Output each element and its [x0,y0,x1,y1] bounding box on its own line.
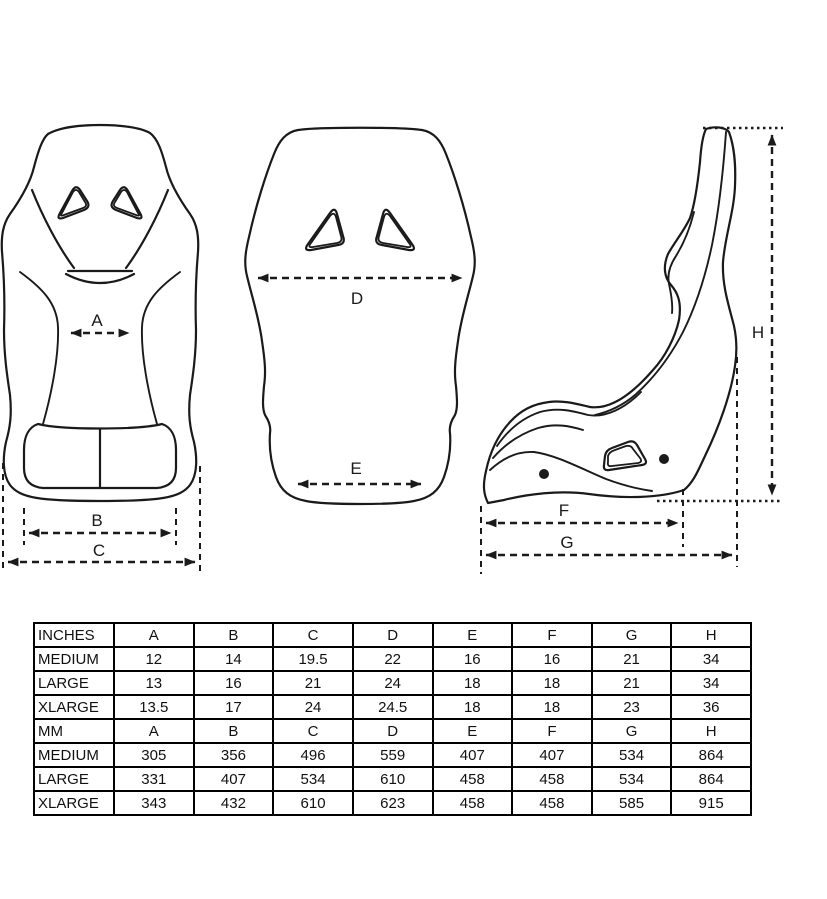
table-cell: 432 [194,791,274,815]
side-seat-outline [484,127,736,503]
table-cell: 458 [512,791,592,815]
table-cell: 864 [671,743,751,767]
table-cell: B [194,719,274,743]
table-cell: 610 [273,791,353,815]
table-cell: 458 [433,791,513,815]
table-cell: 19.5 [273,647,353,671]
table-cell: 534 [273,767,353,791]
table-row-large-inches [34,671,751,695]
table-cell: 21 [592,671,672,695]
mount-dot-rear [659,454,669,464]
dim-label-b: B [91,511,103,530]
table-cell: 407 [194,767,274,791]
table-row-xlarge-inches [34,695,751,719]
table-row-inches-header [34,623,751,647]
side-view [484,127,736,503]
table-cell: G [592,623,672,647]
table-cell: 13 [114,671,194,695]
dim-label-e: E [350,459,362,478]
table-cell: 915 [671,791,751,815]
dim-label-c: C [92,541,106,560]
table-cell: 22 [353,647,433,671]
table-cell: F [512,623,592,647]
table-cell: 14 [194,647,274,671]
table-cell: 458 [433,767,513,791]
row-label: MM [34,719,114,743]
table-cell: 16 [194,671,274,695]
back-view [245,128,474,504]
row-label: LARGE [34,767,114,791]
table-cell: 21 [273,671,353,695]
table-cell: 623 [353,791,433,815]
table-cell: 864 [671,767,751,791]
mount-dot-front [539,469,549,479]
table-cell: 559 [353,743,433,767]
table-cell: E [433,623,513,647]
table-row-mm-header [34,719,751,743]
table-cell: 610 [353,767,433,791]
dim-label-f: F [558,501,570,520]
table-cell: D [353,623,433,647]
table-cell: 18 [433,671,513,695]
table-cell: 18 [512,671,592,695]
table-cell: 16 [512,647,592,671]
table-row-large-mm [34,767,751,791]
table-row-xlarge-mm [34,791,751,815]
table-cell: F [512,719,592,743]
table-cell: 534 [592,767,672,791]
row-label: INCHES [34,623,114,647]
table-cell: 16 [433,647,513,671]
row-label: MEDIUM [34,647,114,671]
row-label: XLARGE [34,695,114,719]
table-cell: 305 [114,743,194,767]
table-cell: C [273,623,353,647]
table-cell: 21 [592,647,672,671]
row-label: MEDIUM [34,743,114,767]
table-cell: G [592,719,672,743]
table-cell: 343 [114,791,194,815]
table-cell: A [114,623,194,647]
size-chart-table [33,622,752,816]
table-cell: C [273,719,353,743]
table-cell: 458 [512,767,592,791]
table-cell: 36 [671,695,751,719]
table-cell: 34 [671,647,751,671]
table-cell: B [194,623,274,647]
side-view-dimensions [481,128,783,574]
back-seat-outline [245,128,474,504]
table-cell: E [433,719,513,743]
row-label: XLARGE [34,791,114,815]
table-cell: 331 [114,767,194,791]
table-cell: 18 [433,695,513,719]
table-cell: H [671,719,751,743]
table-cell: A [114,719,194,743]
table-cell: 496 [273,743,353,767]
dim-label-g: G [560,533,574,552]
dim-label-h: H [751,323,765,342]
table-cell: 356 [194,743,274,767]
dim-label-a: A [91,311,103,330]
table-cell: D [353,719,433,743]
table-cell: 24 [273,695,353,719]
row-label: LARGE [34,671,114,695]
table-cell: 534 [592,743,672,767]
table-cell: 17 [194,695,274,719]
table-row-medium-inches [34,647,751,671]
table-cell: 13.5 [114,695,194,719]
table-cell: 34 [671,671,751,695]
table-cell: 18 [512,695,592,719]
dim-label-d: D [350,289,364,308]
table-cell: 407 [433,743,513,767]
table-cell: 23 [592,695,672,719]
table-row-medium-mm [34,743,751,767]
table-cell: 12 [114,647,194,671]
table-cell: 407 [512,743,592,767]
table-cell: 24.5 [353,695,433,719]
table-cell: H [671,623,751,647]
table-cell: 585 [592,791,672,815]
table-cell: 24 [353,671,433,695]
